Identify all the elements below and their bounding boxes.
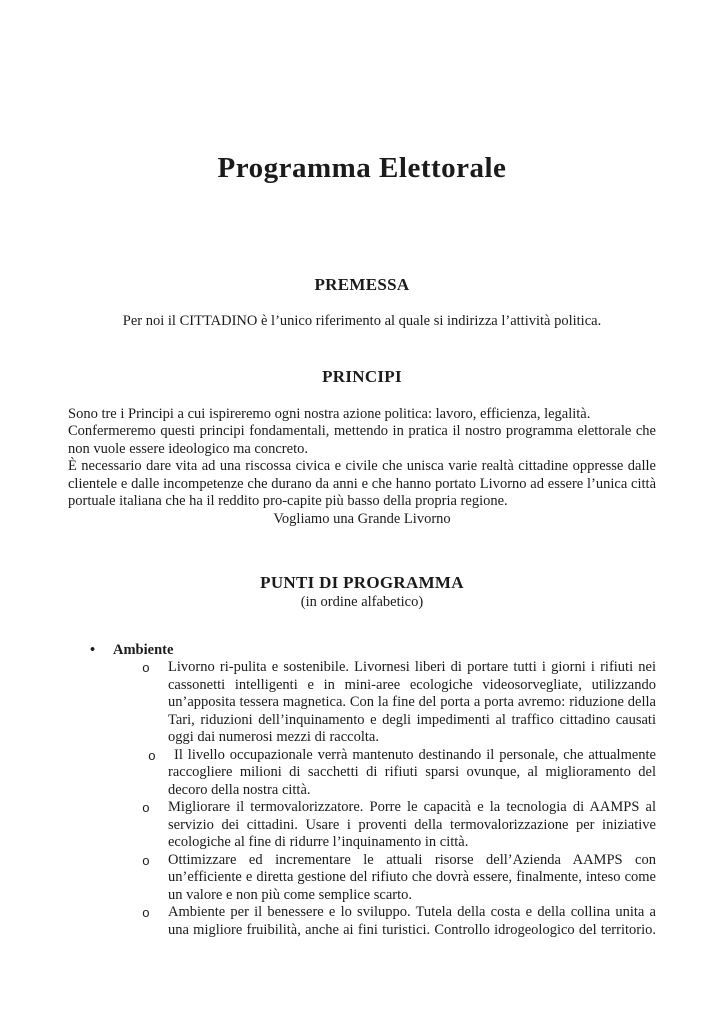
circle-bullet-icon: o: [142, 801, 150, 816]
punti-subtitle: (in ordine alfabetico): [300, 594, 424, 610]
circle-bullet-icon: o: [142, 906, 150, 921]
list-subitem-text: Ottimizzare ed incrementare le attuali risorse dell’Azienda AAMPS con un’efficiente e diretta gestione del rifiuto che dovrà essere, finalmente, inteso come un valore e non più come semplice scarto.: [168, 851, 656, 903]
program-list: [68, 642, 656, 940]
principi-heading: PRINCIPI: [322, 366, 402, 386]
list-item-title: Ambiente: [113, 641, 174, 658]
section-premessa: [68, 274, 656, 331]
list-subitem-text: Livorno ri-pulita e sostenibile. Livornesi liberi di portare tutti i giorni i rifiuti nei cassonetti intelligenti e in mini-aree ecologiche videosorvegliate, utilizzando un’apposita tessera magnetica. Con la fine del porta a porta avremo: riduzione della Tari, riduzioni dell’inquinamento e degli impedimenti al traffico cittadino causati oggi dai numerosi mezzi di raccolta.: [168, 659, 656, 745]
principi-paragraph-2: Confermeremo questi principi fondamentali, mettendo in pratica il nostro programma elettorale che non vuole essere ideologico ma concreto.: [68, 423, 656, 457]
list-subitem-3: [68, 799, 656, 852]
punti-heading: PUNTI DI PROGRAMMA: [260, 573, 464, 592]
premessa-text: Per noi il CITTADINO è l’unico riferimento al quale si indirizza l’attività politica.: [122, 313, 602, 329]
principi-paragraph-1: Sono tre i Principi a cui ispireremo ogni nostra azione politica: lavoro, efficienza, legalità.: [68, 405, 591, 422]
list-subitem-2: [68, 747, 656, 800]
list-item-ambiente: [68, 642, 656, 660]
section-principi: [68, 366, 656, 529]
list-subitem-1: [68, 659, 656, 747]
section-punti: [68, 572, 656, 939]
circle-bullet-icon: o: [142, 661, 150, 676]
list-subitem-text: Migliorare il termovalorizzatore. Porre le capacità e la tecnologia di AAMPS al servizio dei cittadini. Usare i proventi della termovalorizzazione per iniziative ecologiche al fine di ridurre l’inquinamento in città.: [168, 799, 656, 850]
principi-paragraph-3: È necessario dare vita ad una riscossa civica e civile che unisca varie realtà cittadine oppresse dalle clientele e dalle incompetenze che durano da anni e che hanno portato Livorno ad essere l’unica città portuale italiana che ha il reddito pro-capite più basso della propria regione.: [68, 458, 656, 509]
list-subitem-text: Ambiente per il benessere e lo sviluppo. Tutela della costa e della collina unita a una migliore fruibilità, anche ai fini turistici. Controllo idrogeologico del territorio.: [168, 904, 656, 938]
list-subitem-text: Il livello occupazionale verrà mantenuto destinando il personale, che attualmente raccogliere milioni di sacchetti di rifiuti sparsi ovunque, al miglioramento del decoro della nostra città.: [168, 746, 656, 798]
list-subitem-4: [68, 852, 656, 905]
list-subitem-5: [68, 904, 656, 939]
document-title: Programma Elettorale: [217, 152, 507, 184]
circle-bullet-icon: o: [142, 853, 150, 869]
premessa-heading: PREMESSA: [314, 275, 410, 294]
disc-bullet-icon: •: [90, 641, 96, 658]
principi-slogan: Vogliamo una Grande Livorno: [273, 510, 451, 527]
circle-bullet-icon: o: [148, 748, 156, 764]
